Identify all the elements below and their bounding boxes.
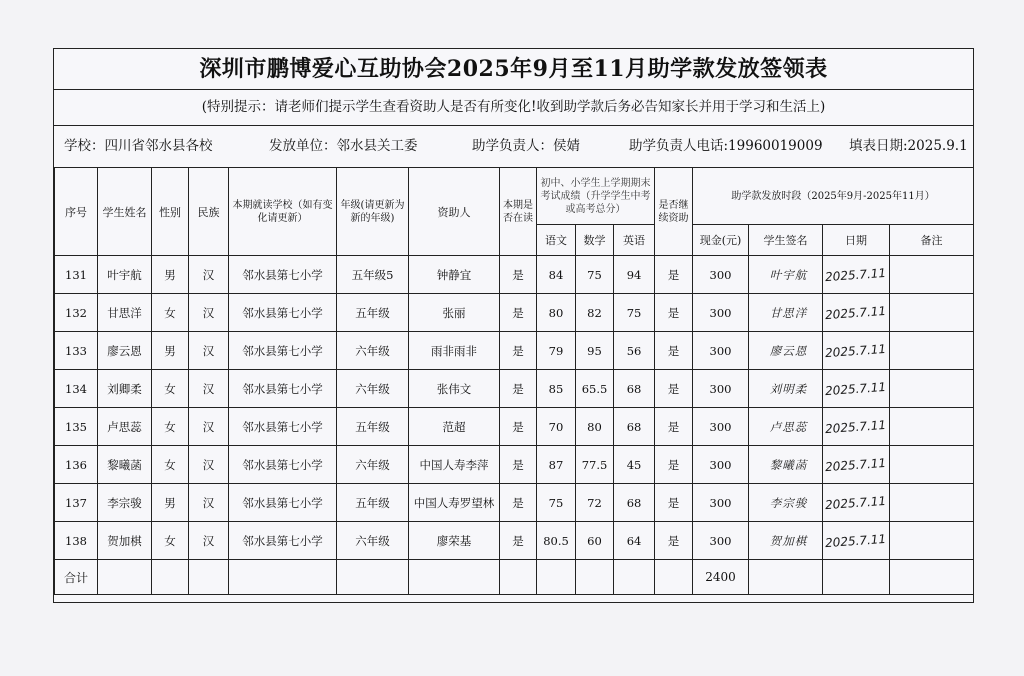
cell-remark (890, 332, 974, 370)
cell-school: 邻水县第七小学 (229, 294, 337, 332)
cell-name: 刘卿柔 (98, 370, 152, 408)
cell-chinese: 80 (537, 294, 576, 332)
table-row (55, 256, 974, 294)
form-sheet (53, 48, 974, 603)
cell-grade: 六年级 (337, 332, 409, 370)
cell-cash: 300 (693, 522, 749, 560)
cell-school: 邻水县第七小学 (229, 256, 337, 294)
cell-enrolled: 是 (500, 370, 537, 408)
header-chinese: 语文 (537, 225, 576, 256)
cell-grade: 五年级 (337, 294, 409, 332)
cell-ethnicity: 汉 (189, 256, 229, 294)
cell-math: 60 (576, 522, 614, 560)
table-row (55, 294, 974, 332)
cell-grade: 六年级 (337, 370, 409, 408)
person-info: 助学负责人：侯婧 (472, 138, 580, 154)
cell-ethnicity: 汉 (189, 332, 229, 370)
total-label: 合计 (55, 560, 98, 595)
cell-signature: 贺加棋 (749, 522, 823, 560)
cell-sponsor: 廖荣基 (409, 522, 500, 560)
cell-gender: 女 (152, 294, 189, 332)
header-english: 英语 (614, 225, 655, 256)
sign-date-text: 2025.7.11 (825, 493, 887, 512)
cell-name: 黎曦菡 (98, 446, 152, 484)
header-name: 学生姓名 (98, 168, 152, 256)
cell-seq: 133 (55, 332, 98, 370)
header-period: 助学款发放时段（2025年9月-2025年11月） (693, 168, 974, 225)
cell-name: 甘思洋 (98, 294, 152, 332)
cell-gender: 女 (152, 408, 189, 446)
cell-school: 邻水县第七小学 (229, 484, 337, 522)
header-ethnicity: 民族 (189, 168, 229, 256)
cell-name: 李宗骏 (98, 484, 152, 522)
cell-chinese: 80.5 (537, 522, 576, 560)
table-row (55, 484, 974, 522)
cell-math: 75 (576, 256, 614, 294)
header-remark: 备注 (890, 225, 974, 256)
cell-ethnicity: 汉 (189, 446, 229, 484)
header-enrolled: 本期是否在读 (500, 168, 537, 256)
sign-date-text: 2025.7.11 (825, 265, 887, 284)
cell-english: 68 (614, 370, 655, 408)
fill-date-info: 填表日期:2025.9.1 (849, 138, 968, 154)
cell-sign-date (823, 484, 890, 522)
cell-cash: 300 (693, 332, 749, 370)
cell-seq: 138 (55, 522, 98, 560)
table-row (55, 522, 974, 560)
cell-school: 邻水县第七小学 (229, 446, 337, 484)
cell-math: 72 (576, 484, 614, 522)
cell-sign-date (823, 294, 890, 332)
cell-continue: 是 (655, 370, 693, 408)
cell-ethnicity: 汉 (189, 408, 229, 446)
cell-sponsor: 范超 (409, 408, 500, 446)
cell-english: 56 (614, 332, 655, 370)
cell-cash: 300 (693, 370, 749, 408)
phone-info: 助学负责人电话:19960019009 (629, 138, 823, 154)
header-school: 本期就读学校（如有变化请更新） (229, 168, 337, 256)
cell-grade: 六年级 (337, 446, 409, 484)
info-row (54, 125, 973, 168)
cell-enrolled: 是 (500, 256, 537, 294)
header-continue: 是否继续资助 (655, 168, 693, 256)
cell-math: 65.5 (576, 370, 614, 408)
cell-seq: 134 (55, 370, 98, 408)
school-info: 学校：四川省邻水县各校 (64, 138, 213, 154)
cell-sign-date (823, 370, 890, 408)
cell-math: 95 (576, 332, 614, 370)
header-sign-date: 日期 (823, 225, 890, 256)
cell-enrolled: 是 (500, 408, 537, 446)
cell-math: 77.5 (576, 446, 614, 484)
cell-continue: 是 (655, 408, 693, 446)
header-seq: 序号 (55, 168, 98, 256)
header-gender: 性别 (152, 168, 189, 256)
cell-school: 邻水县第七小学 (229, 370, 337, 408)
cell-seq: 137 (55, 484, 98, 522)
cell-ethnicity: 汉 (189, 294, 229, 332)
cell-signature: 刘明柔 (749, 370, 823, 408)
cell-school: 邻水县第七小学 (229, 332, 337, 370)
special-notice: (特别提示：请老师们提示学生查看资助人是否有所变化!收到助学款后务必告知家长并用于学习和生活上) (54, 89, 973, 126)
cell-continue: 是 (655, 332, 693, 370)
header-sponsor: 资助人 (409, 168, 500, 256)
table-row (55, 332, 974, 370)
form-title: 深圳市鹏博爱心互助协会2025年9月至11月助学款发放签领表 (54, 49, 973, 90)
cell-signature: 叶宇航 (749, 256, 823, 294)
cell-gender: 男 (152, 256, 189, 294)
sign-date-text: 2025.7.11 (825, 417, 887, 436)
cell-chinese: 70 (537, 408, 576, 446)
cell-sign-date (823, 332, 890, 370)
cell-sponsor: 钟静宜 (409, 256, 500, 294)
cell-enrolled: 是 (500, 446, 537, 484)
issuer-info: 发放单位：邻水县关工委 (269, 138, 418, 154)
cell-remark (890, 522, 974, 560)
cell-gender: 女 (152, 370, 189, 408)
cell-chinese: 84 (537, 256, 576, 294)
total-row (55, 560, 974, 595)
cell-sponsor: 张伟文 (409, 370, 500, 408)
header-cash: 现金(元) (693, 225, 749, 256)
cell-sign-date (823, 522, 890, 560)
cell-math: 80 (576, 408, 614, 446)
cell-remark (890, 446, 974, 484)
cell-grade: 五年级 (337, 484, 409, 522)
cell-remark (890, 294, 974, 332)
cell-enrolled: 是 (500, 484, 537, 522)
cell-cash: 300 (693, 484, 749, 522)
cell-signature: 李宗骏 (749, 484, 823, 522)
total-cash: 2400 (693, 560, 749, 595)
cell-ethnicity: 汉 (189, 484, 229, 522)
cell-english: 68 (614, 408, 655, 446)
cell-sign-date (823, 256, 890, 294)
cell-grade: 六年级 (337, 522, 409, 560)
cell-signature: 廖云恩 (749, 332, 823, 370)
cell-sponsor: 中国人寿罗望林 (409, 484, 500, 522)
table-row (55, 370, 974, 408)
cell-name: 贺加棋 (98, 522, 152, 560)
cell-sponsor: 中国人寿李萍 (409, 446, 500, 484)
cell-english: 94 (614, 256, 655, 294)
header-scores: 初中、小学生上学期期末考试成绩（升学学生中考或高考总分） (537, 168, 655, 225)
cell-name: 卢思蕊 (98, 408, 152, 446)
cell-continue: 是 (655, 484, 693, 522)
cell-english: 45 (614, 446, 655, 484)
cell-seq: 132 (55, 294, 98, 332)
cell-english: 75 (614, 294, 655, 332)
cell-remark (890, 256, 974, 294)
cell-continue: 是 (655, 256, 693, 294)
cell-gender: 男 (152, 484, 189, 522)
cell-math: 82 (576, 294, 614, 332)
cell-sign-date (823, 446, 890, 484)
cell-english: 64 (614, 522, 655, 560)
cell-seq: 136 (55, 446, 98, 484)
table-row (55, 408, 974, 446)
cell-chinese: 79 (537, 332, 576, 370)
cell-cash: 300 (693, 408, 749, 446)
cell-signature: 甘思洋 (749, 294, 823, 332)
cell-seq: 135 (55, 408, 98, 446)
cell-chinese: 85 (537, 370, 576, 408)
header-signature: 学生签名 (749, 225, 823, 256)
cell-remark (890, 484, 974, 522)
cell-sponsor: 张丽 (409, 294, 500, 332)
cell-gender: 男 (152, 332, 189, 370)
sign-date-text: 2025.7.11 (825, 531, 887, 550)
cell-gender: 女 (152, 522, 189, 560)
cell-enrolled: 是 (500, 294, 537, 332)
cell-ethnicity: 汉 (189, 522, 229, 560)
cell-gender: 女 (152, 446, 189, 484)
cell-grade: 五年级 (337, 408, 409, 446)
cell-signature: 黎曦菡 (749, 446, 823, 484)
cell-seq: 131 (55, 256, 98, 294)
cell-continue: 是 (655, 522, 693, 560)
table-row (55, 446, 974, 484)
cell-name: 廖云恩 (98, 332, 152, 370)
sign-date-text: 2025.7.11 (825, 455, 887, 474)
cell-continue: 是 (655, 446, 693, 484)
cell-signature: 卢思蕊 (749, 408, 823, 446)
cell-chinese: 75 (537, 484, 576, 522)
sign-date-text: 2025.7.11 (825, 303, 887, 322)
cell-remark (890, 370, 974, 408)
cell-name: 叶宇航 (98, 256, 152, 294)
sign-date-text: 2025.7.11 (825, 379, 887, 398)
cell-enrolled: 是 (500, 522, 537, 560)
cell-remark (890, 408, 974, 446)
header-grade: 年级(请更新为新的年级) (337, 168, 409, 256)
cell-english: 68 (614, 484, 655, 522)
cell-school: 邻水县第七小学 (229, 522, 337, 560)
cell-grade: 五年级5 (337, 256, 409, 294)
cell-cash: 300 (693, 256, 749, 294)
cell-sponsor: 雨非雨非 (409, 332, 500, 370)
header-math: 数学 (576, 225, 614, 256)
cell-chinese: 87 (537, 446, 576, 484)
cell-enrolled: 是 (500, 332, 537, 370)
sign-date-text: 2025.7.11 (825, 341, 887, 360)
header-row-1 (55, 168, 974, 225)
cell-cash: 300 (693, 446, 749, 484)
cell-cash: 300 (693, 294, 749, 332)
cell-continue: 是 (655, 294, 693, 332)
sign-table (54, 167, 974, 595)
cell-ethnicity: 汉 (189, 370, 229, 408)
cell-school: 邻水县第七小学 (229, 408, 337, 446)
cell-sign-date (823, 408, 890, 446)
